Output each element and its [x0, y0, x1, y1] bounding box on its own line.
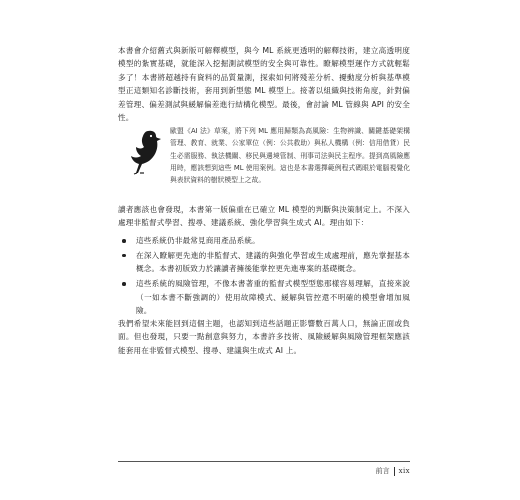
note-text: 歐盟《AI 法》草案，將下列 ML 應用歸類為高風險：生物辨識、關鍵基礎架構管理、教育、就業、公家單位（例：公共救助）與私人機構（例：信用借貸）民生必需服務、執法機關、移民與邊境管制、刑事司法與民主程序。提到高風險應用時，應該想到這些 ML 使用案例。這也是本書選擇範例程式碼眼於電腦視覺化與表狀資料的樹狀模型上之故。	[170, 127, 410, 185]
closing-paragraph: 我們希望未來能回到這個主題，也認知到這些話題正影響數百萬人口，無論正面或負面。但也發現，只要一點創意與努力，本書許多技術、風險緩解與風險管理框架應該能套用在非監督式模型、搜尋、建議與生成式 AI 上。	[118, 319, 410, 355]
note-box	[128, 125, 413, 195]
bullet-icon	[122, 254, 126, 258]
paragraph-two: 讀者應該也會發現，本書第一版偏重在已確立 ML 模型的判斷與決策制定上。不深入處理非監督式學習、搜尋、建議系統、強化學習與生成式 AI。理由如下：	[118, 205, 410, 228]
bullet-icon	[122, 239, 126, 243]
bullet-icon	[122, 282, 126, 286]
intro-paragraph: 本書會介紹舊式與新版可解釋模型，與今 ML 系統更透明的解釋技術，建立高透明度模型的紮實基礎，就能深入挖掘測試模型的安全與可靠性。瞭解模型運作方式就輕鬆多了！本書將超越持有資料的品質量測，探索如何將殘差分析、擾動度分析與基準模型正這類知名診斷技術，套用到新型態 ML 模型上。接著以組織與技術角度，針對偏差管理、偏差測試與緩解偏差進行結構化模型。最後，會討論 ML 管線與 API 的安全性。	[118, 46, 410, 123]
footer-divider	[118, 461, 410, 462]
bullet-text: 這些系統仍非最常見商用產品系統。	[136, 236, 260, 245]
footer-section-label: 前言	[375, 467, 390, 475]
list-item	[118, 234, 410, 247]
bullet-list	[118, 234, 410, 319]
bullet-text: 這些系統的風險管理，不像本書著重的監督式模型型態那樣容易理解，直接來說（一如本書不斷強調的）使用故障模式、緩解與管控還不明確的模型會增加風險。	[136, 279, 410, 316]
bullet-text: 在深入瞭解更先進的非監督式、建議的與強化學習或生成處理前，應先掌握基本概念。本書初版致力於讓讀者擁後能掌控更先進專案的基礎概念。	[136, 250, 410, 274]
list-item	[118, 249, 410, 276]
list-item	[118, 277, 410, 317]
bird-icon	[128, 127, 164, 175]
page-footer	[376, 466, 410, 476]
footer-separator	[394, 467, 395, 476]
page-number: xix	[398, 467, 410, 475]
